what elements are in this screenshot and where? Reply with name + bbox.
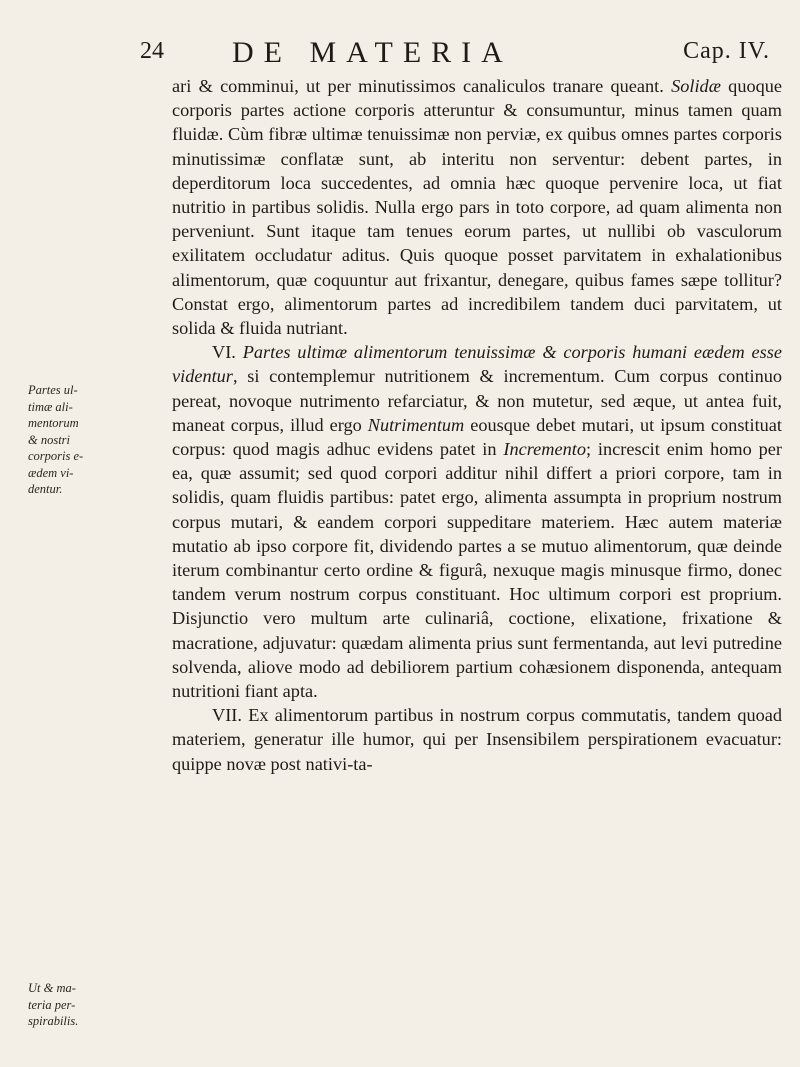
section-vi (172, 340, 782, 703)
running-title: DE MATERIA (232, 36, 513, 69)
section-number: VI. (212, 342, 243, 363)
margin-note-line: Ut & ma- (28, 981, 76, 995)
italic-term: Incremento (503, 439, 586, 460)
margin-note-line: & nostri (28, 432, 71, 447)
margin-note-line: spirabilis. (28, 1014, 79, 1028)
page-number: 24 (140, 38, 164, 64)
text-run: VII. Ex alimentorum partibus in nostrum corpus commutatis, tandem quoad materiem, generatur ille humor, qui per Insensibilem perspirationem evacuatur: quippe novæ post nativi-ta- (172, 705, 782, 774)
margin-note-line: teria per- (28, 997, 76, 1012)
section-vii (172, 703, 782, 776)
margin-note-partes (28, 382, 100, 498)
margin-note-line: mentorum (28, 416, 79, 430)
text-run: , si contemplemur nutritionem & incrementum. Cum corpus continuo pereat, novoque nutrimento refarciatur, & non mutetur, sed æque, ut antea fuit, maneat corpus, illud ergo (172, 366, 782, 435)
text-run: ari & comminui, ut per minutissimos canaliculos tranare queant. (172, 76, 672, 96)
margin-note-line: Partes ul- (28, 383, 78, 397)
text-run: ; increscit enim homo per ea, quæ assumit; sed quod corpori additur nihil differt a priori corpore, tam in solidis, quam fluidis partibus: patet ergo, alimenta assumpta in proprium nostrum corpus mutari, & eandem corpori suppeditare materiem. Hæc autem materiæ mutatio ab ipso corpore fit, dividendo partes a se mutuo alimentorum, quæ deinde iterum combinantur certo ordine & figurâ, nexuque magis minusque firmo, donec tandem verum nostrum corpus constituant. Hoc ultimum corpori est proprium. Disjunctio vero multum arte culinariâ, coctione, elixatione, frixatione & macratione, adjuvatur: quædam alimenta prius sunt fermentanda, aut levi putredine solvenda, aliove modo ad debiliorem partium cohæsionem disponenda, antequam nutritioni fiant apta. (172, 439, 782, 702)
margin-note-ut (28, 980, 100, 1030)
text-run: quoque corporis partes actione corporis atteruntur & consumuntur, minus tamen quam fluidæ. Cùm fibræ ultimæ tenuissimæ non perviæ, ex quibus omnes partes corporis minutissimæ conflatæ sunt, ab interitu non serventur: debent partes, in deperditorum loca succedentes, ad omnia hæc quoque pervenire loca, ut fiat nutritio in partibus solidis. Nulla ergo pars in toto corpore, ad quam alimenta non perveniunt. Sunt itaque tam tenues eorum partes, ut nullibi ob vasculorum exilitatem occludatur aditus. Quis quoque posset parvitatem in exhalationibus alimentorum, quæ coquuntur aut frixantur, denegare, quibus fames sæpe tollitur? Constat ergo, alimentorum partes ad incredibilem tandem duci parvitatem, ut solida & fluida nutriant. (172, 76, 782, 339)
margin-note-line: timæ ali- (28, 399, 73, 414)
margin-note-line: ædem vi- (28, 465, 74, 480)
main-text (172, 74, 782, 776)
margin-note-line: corporis e- (28, 449, 84, 463)
chapter-label: Cap. IV. (683, 38, 770, 64)
italic-term: Nutrimentum (367, 414, 465, 435)
text-run: eousque debet mutari, ut ipsum constituat corpus: quod magis adhuc evidens patet in (172, 414, 783, 460)
paragraph-continuation (172, 74, 782, 340)
margin-note-line: dentur. (28, 482, 63, 496)
section-heading: Partes ultimæ alimentorum tenuissimæ & corporis humani eædem esse videntur (172, 342, 782, 387)
running-header (140, 36, 770, 74)
italic-term: Solidæ (671, 76, 721, 96)
